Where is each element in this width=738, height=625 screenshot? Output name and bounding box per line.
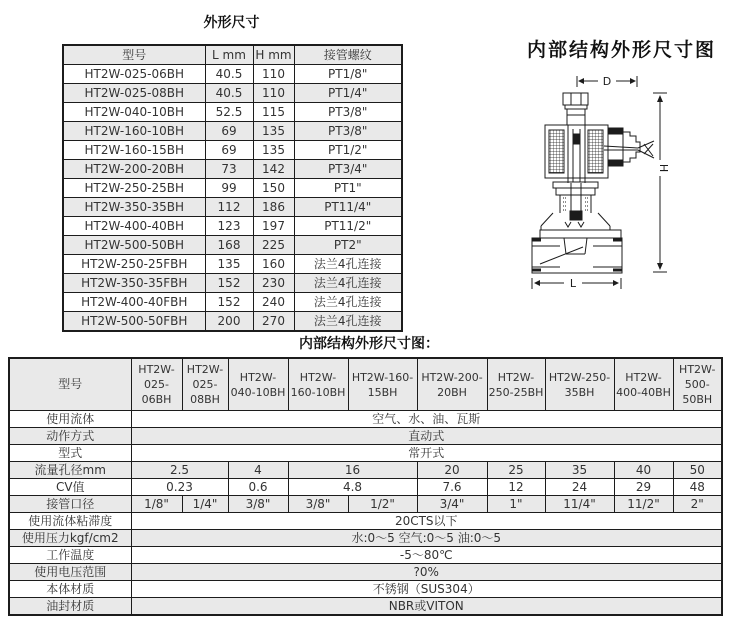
table-row (9, 513, 722, 530)
table-row (63, 65, 402, 84)
valve-body (532, 213, 622, 273)
row-label: CV值 (9, 479, 131, 496)
table-cell: 50 (673, 462, 722, 479)
table-cell: 3/8" (228, 496, 288, 513)
table-cell: 法兰4孔连接 (294, 255, 402, 274)
table-cell: 法兰4孔连接 (294, 293, 402, 312)
model-cell: HT2W-025-08BH (63, 84, 205, 103)
table-cell: 空气、水、油、瓦斯 (131, 411, 722, 428)
model-header: HT2W-160-10BH (288, 358, 348, 411)
table-cell: 3/8" (288, 496, 348, 513)
table-cell: 115 (253, 103, 294, 122)
column-header: 型号 (63, 45, 205, 65)
model-cell: HT2W-040-10BH (63, 103, 205, 122)
table-cell: PT1" (294, 179, 402, 198)
model-header: HT2W-025-08BH (182, 358, 228, 411)
table-cell: 24 (545, 479, 614, 496)
model-cell: HT2W-350-35BH (63, 198, 205, 217)
specs-table-title: 内部结构外形尺寸图： (299, 336, 439, 352)
table-cell: 168 (205, 236, 253, 255)
table-cell: 152 (205, 293, 253, 312)
table-cell: 150 (253, 179, 294, 198)
table-row (9, 598, 722, 616)
table-row (63, 236, 402, 255)
table-cell: NBR或VITON (131, 598, 722, 616)
table-cell: 110 (253, 84, 294, 103)
model-cell: HT2W-500-50FBH (63, 312, 205, 332)
table-cell: 135 (205, 255, 253, 274)
row-label: 本体材质 (9, 581, 131, 598)
table-row (9, 564, 722, 581)
table-cell: 52.5 (205, 103, 253, 122)
table-cell: 20CTS以下 (131, 513, 722, 530)
table-cell: 123 (205, 217, 253, 236)
table-row (63, 103, 402, 122)
table-row (63, 122, 402, 141)
dimension-l (532, 277, 621, 290)
table-cell: 48 (673, 479, 722, 496)
table-cell: PT3/8" (294, 103, 402, 122)
svg-text:L: L (569, 277, 577, 290)
table-cell: 3/4" (417, 496, 487, 513)
table-cell: 2.5 (131, 462, 228, 479)
row-label: 使用电压范围 (9, 564, 131, 581)
table-row (9, 496, 722, 513)
table-row (9, 445, 722, 462)
table-cell: 12 (487, 479, 545, 496)
table-cell: 35 (545, 462, 614, 479)
column-header: H mm (253, 45, 294, 65)
table-cell: 1/4" (182, 496, 228, 513)
table-cell: 135 (253, 141, 294, 160)
table-cell: 230 (253, 274, 294, 293)
table-cell: 常开式 (131, 445, 722, 462)
table-cell: 40 (614, 462, 673, 479)
table-cell: 直动式 (131, 428, 722, 445)
table-row (63, 84, 402, 103)
table-row (9, 547, 722, 564)
table-row (9, 462, 722, 479)
dimension-d (577, 75, 637, 88)
table-cell: PT1/8" (294, 65, 402, 84)
connector-block (563, 93, 588, 125)
table-cell: 197 (253, 217, 294, 236)
valve-cross-section-diagram (520, 70, 726, 320)
model-header: HT2W-200-20BH (417, 358, 487, 411)
table-cell: 240 (253, 293, 294, 312)
model-cell: HT2W-025-06BH (63, 65, 205, 84)
table-row (63, 141, 402, 160)
row-label: 动作方式 (9, 428, 131, 445)
table-cell: 4.8 (288, 479, 417, 496)
outline-dimensions-table (62, 44, 403, 332)
table-cell: PT1/2" (294, 141, 402, 160)
table-cell: PT3/4" (294, 160, 402, 179)
coil-housing (545, 125, 608, 183)
model-header: HT2W-250-25BH (487, 358, 545, 411)
table-cell: 29 (614, 479, 673, 496)
table-row (9, 479, 722, 496)
table-cell: 186 (253, 198, 294, 217)
table-cell: 152 (205, 274, 253, 293)
table-cell: 0.6 (228, 479, 288, 496)
table-row (63, 160, 402, 179)
table-header-row (63, 45, 402, 65)
row-label: 流量孔径mm (9, 462, 131, 479)
table-row (9, 530, 722, 547)
column-header: 接管螺纹 (294, 45, 402, 65)
svg-text:H: H (657, 163, 670, 173)
table-cell: 135 (253, 122, 294, 141)
row-label: 使用流体 (9, 411, 131, 428)
lead-wire (604, 146, 638, 150)
table-cell: 1" (487, 496, 545, 513)
model-cell: HT2W-400-40FBH (63, 293, 205, 312)
table-cell: -5～80℃ (131, 547, 722, 564)
table-cell: PT2" (294, 236, 402, 255)
table-row (63, 274, 402, 293)
svg-text:D: D (602, 75, 612, 88)
model-header: HT2W-160-15BH (348, 358, 417, 411)
table-cell: 0.23 (131, 479, 228, 496)
table-row (9, 428, 722, 445)
table-cell: 160 (253, 255, 294, 274)
table-cell: 法兰4孔连接 (294, 312, 402, 332)
table-cell: 40.5 (205, 65, 253, 84)
table-cell: 270 (253, 312, 294, 332)
table-row (63, 293, 402, 312)
table-row (9, 581, 722, 598)
table-cell: 2" (673, 496, 722, 513)
table-cell: 不锈钢（SUS304） (131, 581, 722, 598)
table-header-row (9, 358, 722, 411)
row-label: 使用流体粘滞度 (9, 513, 131, 530)
table-cell: 16 (288, 462, 417, 479)
model-cell: HT2W-200-20BH (63, 160, 205, 179)
table-cell: 法兰4孔连接 (294, 274, 402, 293)
table-cell: 110 (253, 65, 294, 84)
model-cell: HT2W-400-40BH (63, 217, 205, 236)
table-cell: 11/4" (545, 496, 614, 513)
table-cell: 142 (253, 160, 294, 179)
column-header: L mm (205, 45, 253, 65)
outline-dimensions-title: 外形尺寸 (203, 15, 260, 31)
table-cell: 1/8" (131, 496, 182, 513)
model-header: HT2W-400-40BH (614, 358, 673, 411)
table-cell: 225 (253, 236, 294, 255)
table-cell: 99 (205, 179, 253, 198)
table-cell: PT1/4" (294, 84, 402, 103)
row-label: 使用压力kgf/cm2 (9, 530, 131, 547)
table-cell: 25 (487, 462, 545, 479)
model-cell: HT2W-350-35FBH (63, 274, 205, 293)
model-header: HT2W-250-35BH (545, 358, 614, 411)
table-cell: 73 (205, 160, 253, 179)
model-header: HT2W-025-06BH (131, 358, 182, 411)
table-row (63, 312, 402, 332)
table-cell: 7.6 (417, 479, 487, 496)
table-row (63, 179, 402, 198)
table-cell: PT11/2" (294, 217, 402, 236)
table-cell: PT11/4" (294, 198, 402, 217)
table-row (63, 255, 402, 274)
table-cell: 112 (205, 198, 253, 217)
table-cell: 69 (205, 141, 253, 160)
dimension-h (653, 93, 670, 272)
valve-bonnet (553, 182, 598, 220)
model-header: HT2W-500-50BH (673, 358, 722, 411)
table-cell: 水:0～5 空气:0～5 油:0～5 (131, 530, 722, 547)
diagram-title: 内部结构外形尺寸图 (527, 39, 717, 61)
table-row (63, 217, 402, 236)
model-cell: HT2W-250-25FBH (63, 255, 205, 274)
table-cell: 69 (205, 122, 253, 141)
row-label: 油封材质 (9, 598, 131, 616)
row-label: 型式 (9, 445, 131, 462)
row-label: 接管口径 (9, 496, 131, 513)
table-cell: PT3/8" (294, 122, 402, 141)
table-cell: ?0% (131, 564, 722, 581)
model-cell: HT2W-160-10BH (63, 122, 205, 141)
table-cell: 1/2" (348, 496, 417, 513)
model-header: HT2W-040-10BH (228, 358, 288, 411)
row-label: 工作温度 (9, 547, 131, 564)
table-cell: 40.5 (205, 84, 253, 103)
cable-gland (604, 128, 654, 166)
model-cell: HT2W-160-15BH (63, 141, 205, 160)
table-row (63, 198, 402, 217)
model-cell: HT2W-500-50BH (63, 236, 205, 255)
table-cell: 200 (205, 312, 253, 332)
table-cell: 4 (228, 462, 288, 479)
specifications-table (8, 357, 723, 616)
table-cell: 11/2" (614, 496, 673, 513)
model-cell: HT2W-250-25BH (63, 179, 205, 198)
column-header: 型号 (9, 358, 131, 411)
table-row (9, 411, 722, 428)
table-cell: 20 (417, 462, 487, 479)
